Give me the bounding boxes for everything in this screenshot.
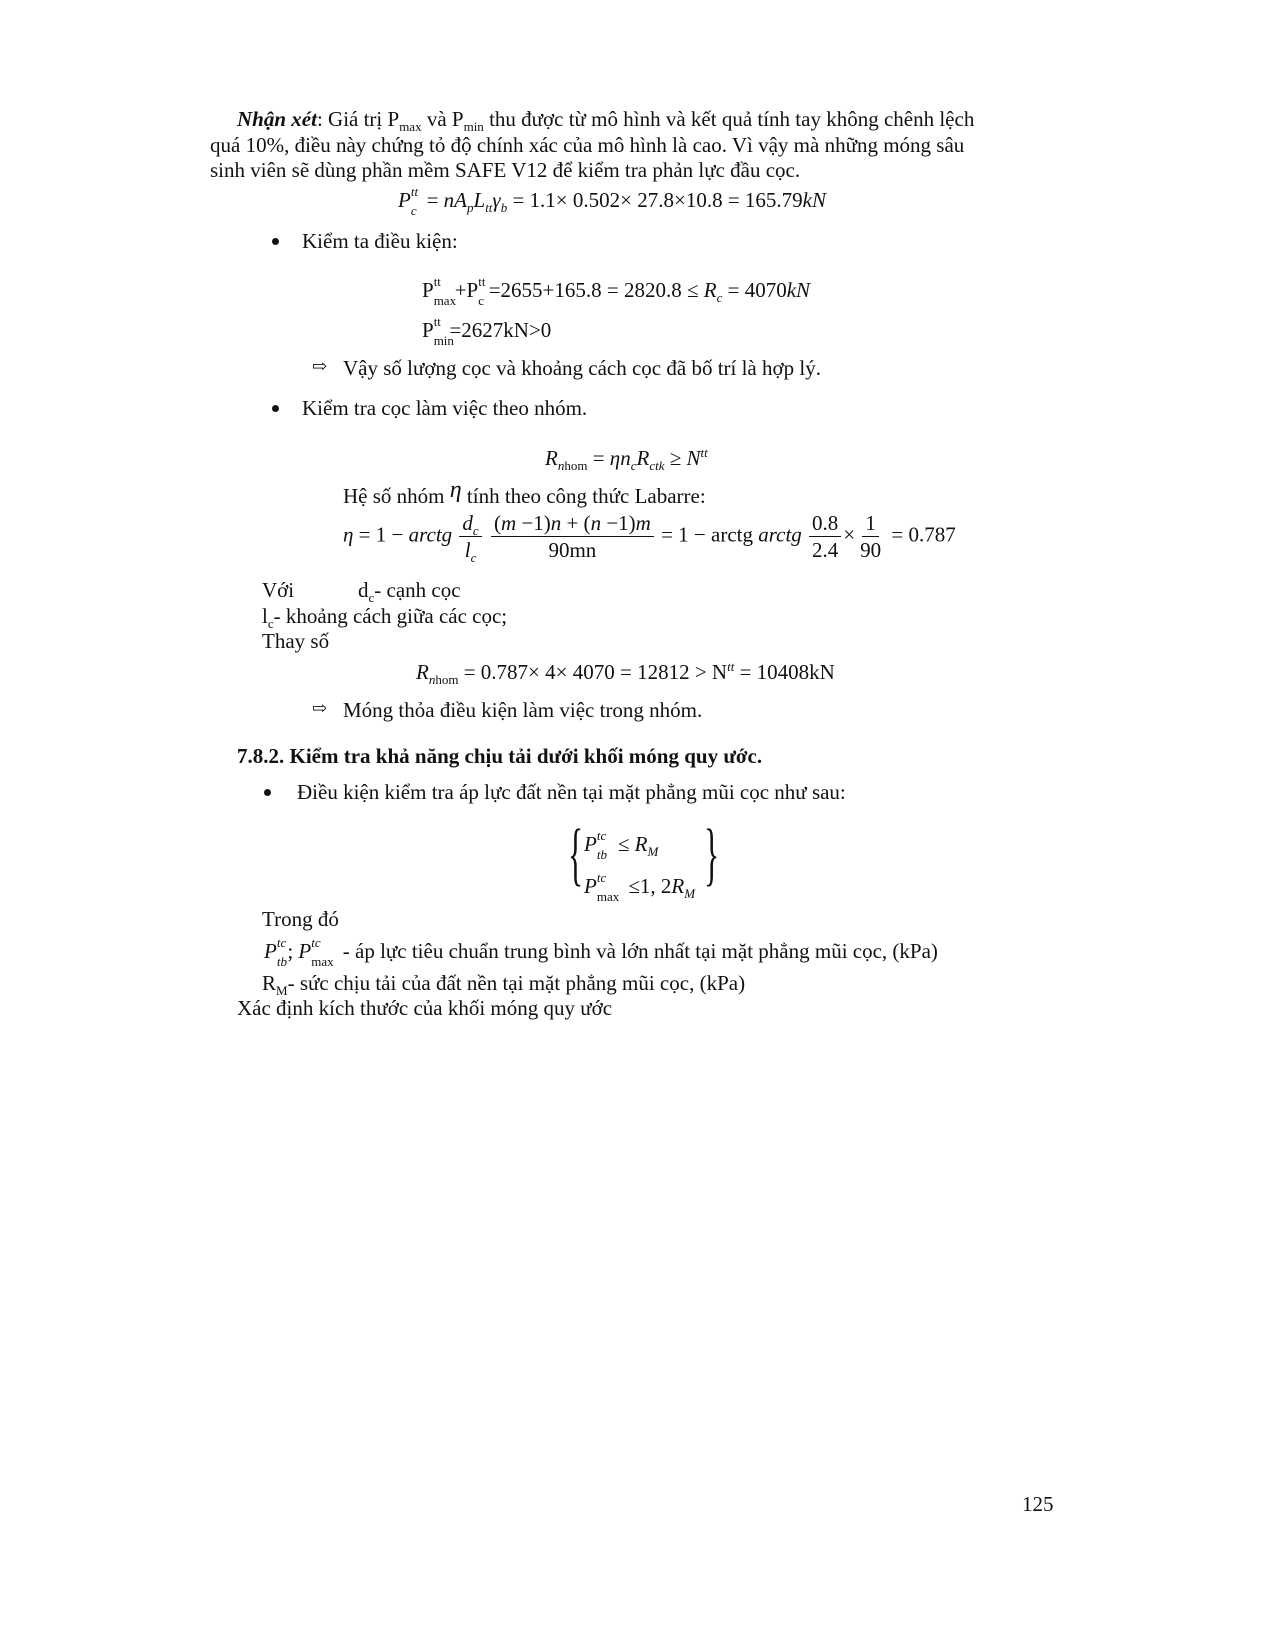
conclusion-1: Vậy số lượng cọc và khoảng cách cọc đã bố trí là hợp lý. bbox=[343, 356, 821, 380]
condition-pmax: P tc max ≤1, $2R_M$ bbox=[584, 870, 696, 905]
where-label: Trong đó bbox=[262, 907, 339, 931]
remark-label: Nhận xét bbox=[237, 107, 317, 131]
rm-description-text: - sức chịu tải của đất nền tại mặt phẳng mũi cọc, (kPa) bbox=[287, 971, 746, 995]
condition-ptb: P tc tb ≤ $R_M$ bbox=[584, 828, 659, 863]
bullet-dot bbox=[272, 405, 279, 412]
equation-rnhom: $R_{nhom} = \eta n_cR_{ctk} \ge N^{tt}$ bbox=[545, 445, 708, 474]
sub-max: max bbox=[399, 119, 422, 135]
group-coef-line: Hệ số nhóm η tính theo công thức Labarre: bbox=[343, 477, 706, 508]
conclusion-arrow-icon: ⇨ bbox=[312, 698, 328, 718]
equation-pmax: P tt max +P tt c $=2655+165.8 = 2820.8 \le R_c = 4070kN$ bbox=[422, 274, 811, 309]
remark-text: và P bbox=[421, 107, 464, 131]
rm-description: $R_M-$ sức chịu tải của đất nền tại mặt phẳng mũi cọc, (kPa) bbox=[262, 971, 746, 999]
equation-substitute-text: = 0.787× 4× 4070 = 12812 > N bbox=[458, 660, 728, 684]
equation-pc: P tt c = $nA_pL_{tt}\gamma_b = 1.1\times 0.502\times 27.8\times 10.8 = 165.79kN$ bbox=[398, 184, 826, 219]
dc-text: - cạnh cọc bbox=[374, 578, 461, 602]
remark-line-3: sinh viên sẽ dùng phần mềm SAFE V12 để kiểm tra phản lực đầu cọc. bbox=[210, 158, 801, 182]
left-brace: { bbox=[568, 816, 584, 893]
remark-text: thu được từ mô hình và kết quả tính tay không chênh lệch bbox=[483, 107, 975, 131]
labarre-result: = 0.787 bbox=[886, 522, 956, 547]
conclusion-2: Móng thỏa điều kiện làm việc trong nhóm. bbox=[343, 698, 703, 722]
lc-text: - khoảng cách giữa các cọc; bbox=[273, 604, 508, 628]
equation-substitute: $R_{nhom} = 0.787\times 4\times 4070 = 12812 > N^{tt} = 10408kN$ bbox=[416, 659, 835, 688]
equation-labarre: η = 1 − arctg $\frac{d_c}{l_c}$ $\frac{(m -1)n + (n -1)m}{90mn}$ = 1 − arctg arctg $\frac{0.8}{2.4}$ × $\frac{1}{90}$ = 0.787 bbox=[343, 511, 956, 566]
equation-pmin-text: =2627kN>0 bbox=[449, 318, 552, 342]
dc-description: $d_c-$ cạnh cọc bbox=[358, 578, 461, 606]
check-condition-label: Kiểm ta điều kiện: bbox=[302, 229, 458, 253]
ptb-description: P tc tb ; P tc max - áp lực tiêu chuẩn trung bình và lớn nhất tại mặt phẳng mũi cọc, (kPa) bbox=[264, 935, 938, 970]
remark-line-2: quá 10%, điều này chứng tỏ độ chính xác của mô hình là cao. Vì vậy mà những móng sâu bbox=[210, 133, 965, 157]
labarre-middle: = 1 − arctg bbox=[655, 522, 759, 547]
sub-min: min bbox=[463, 119, 484, 135]
section-heading: 7.8.2. Kiểm tra khả năng chịu tải dưới khối móng quy ước. bbox=[237, 744, 763, 768]
ptb-description-text: - áp lực tiêu chuẩn trung bình và lớn nhất tại mặt phẳng mũi cọc, (kPa) bbox=[337, 939, 938, 963]
bullet-dot bbox=[272, 238, 279, 245]
equation-pmin: P tt min =2627kN>0 bbox=[422, 314, 552, 349]
with-label: Với bbox=[262, 578, 295, 602]
equation-substitute-end: = 10408kN bbox=[734, 660, 835, 684]
remark-line-1 bbox=[237, 106, 975, 135]
group-check-label: Kiểm tra cọc làm việc theo nhóm. bbox=[302, 396, 588, 420]
right-brace: } bbox=[704, 816, 720, 893]
condition-label: Điều kiện kiểm tra áp lực đất nền tại mặt phẳng mũi cọc như sau: bbox=[297, 780, 846, 804]
lc-description: $l_c-$ khoảng cách giữa các cọc; bbox=[262, 604, 508, 632]
substitute-label: Thay số bbox=[262, 629, 330, 653]
equation-pc-rhs: = 1.1× 0.502× 27.8×10.8 = 165.79 bbox=[507, 188, 803, 212]
page-number: 125 bbox=[1022, 1492, 1054, 1516]
bullet-dot bbox=[264, 789, 271, 796]
labarre-denominator: 90mn bbox=[548, 538, 597, 562]
group-coef-text: tính theo công thức Labarre: bbox=[461, 484, 706, 508]
conclusion-arrow-icon: ⇨ bbox=[312, 356, 328, 376]
equation-rc-value: = 4070 bbox=[722, 278, 787, 302]
group-coef-text: Hệ số nhóm bbox=[343, 484, 450, 508]
determine-label: Xác định kích thước của khối móng quy ước bbox=[237, 996, 613, 1020]
remark-text: : Giá trị P bbox=[316, 107, 400, 131]
equation-pmax-text: =2655+165.8 = 2820.8 ≤ bbox=[488, 278, 704, 302]
